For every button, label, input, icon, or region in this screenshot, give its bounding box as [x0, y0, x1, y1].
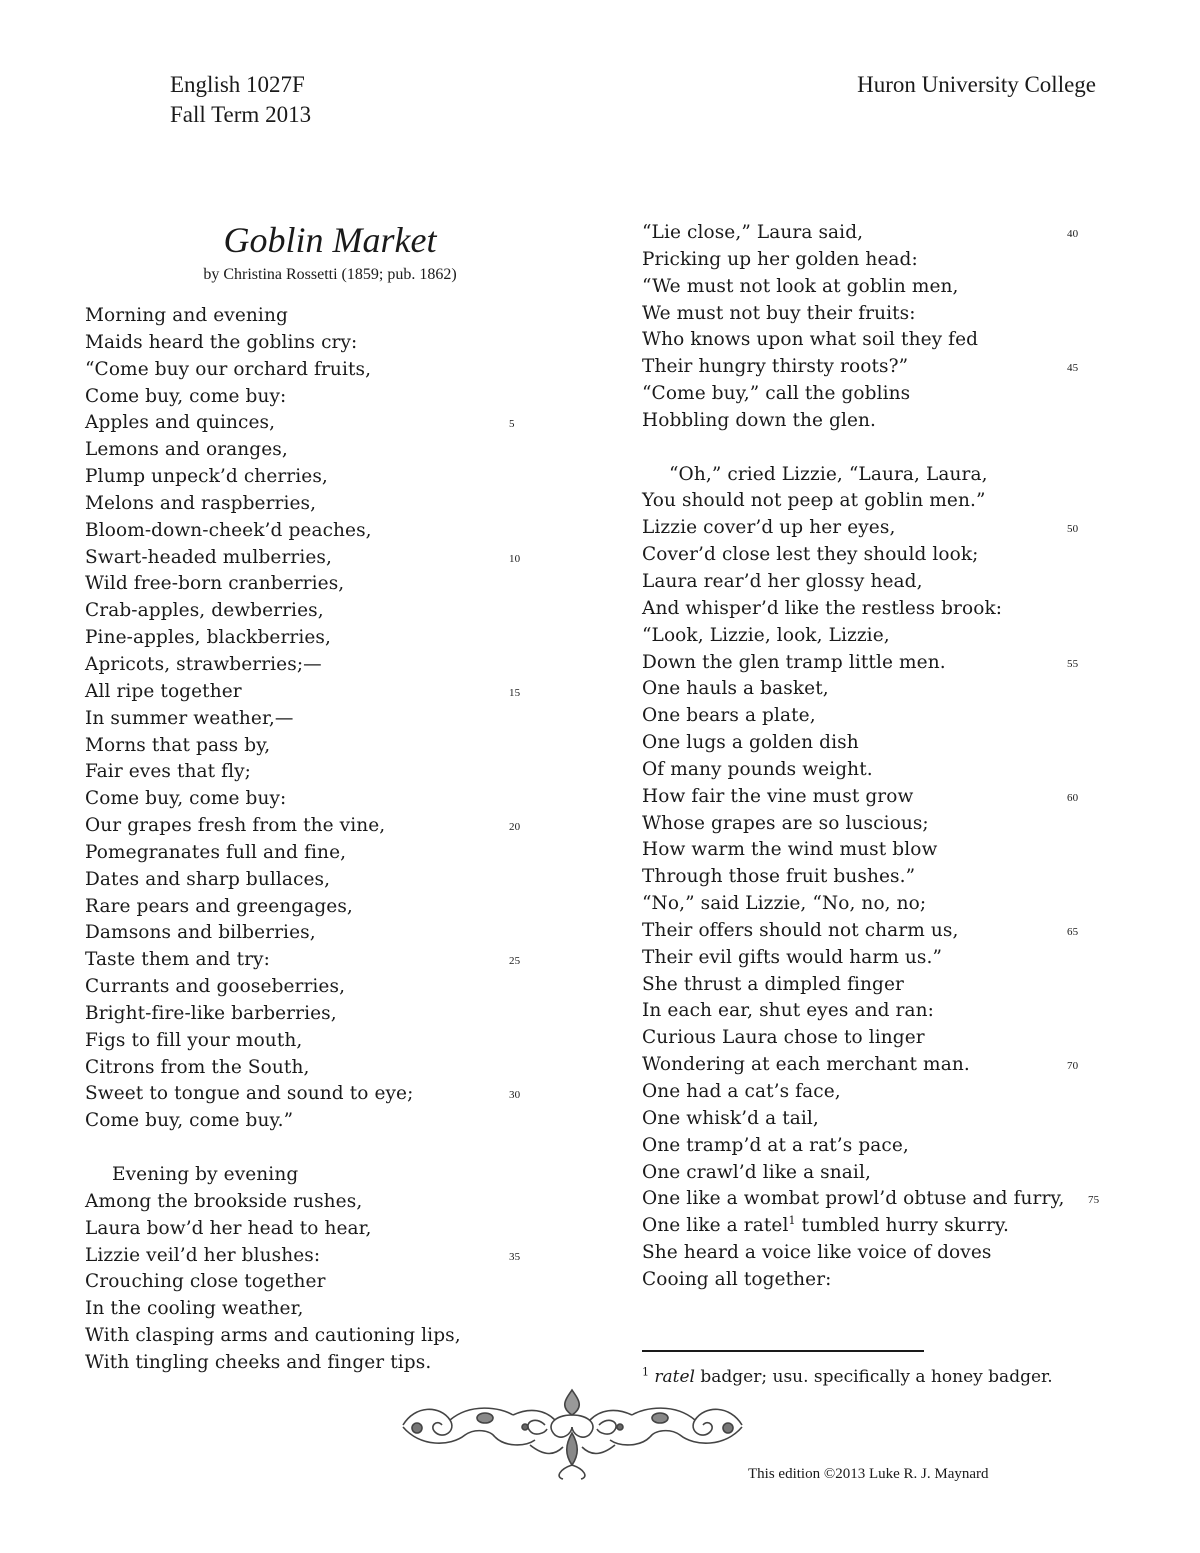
poem-line	[85, 1108, 545, 1135]
poem-line	[85, 894, 545, 921]
poem-line-text: Their evil gifts would harm us.”	[642, 946, 943, 968]
poem-line	[85, 303, 545, 330]
poem-line-text: And whisper’d like the restless brook:	[642, 597, 1003, 619]
poem-line-text: Bright-fire-like barberries,	[85, 1002, 337, 1024]
poem-line-text: Dates and sharp bullaces,	[85, 868, 331, 890]
line-number: 75	[1088, 1194, 1100, 1207]
poem-line	[642, 703, 1112, 730]
poem-line-text: Lizzie veil’d her blushes:	[85, 1244, 321, 1266]
poem-line-text: Down the glen tramp little men.	[642, 651, 946, 673]
poem-line	[85, 786, 545, 813]
poem-line	[85, 840, 545, 867]
poem-line-text: Figs to fill your mouth,	[85, 1029, 303, 1051]
poem-line	[85, 571, 545, 598]
poem-line-text: Laura bow’d her head to hear,	[85, 1217, 372, 1239]
poem-line	[85, 974, 545, 1001]
poem-line-text: Currants and gooseberries,	[85, 976, 346, 998]
poem-line	[85, 464, 545, 491]
line-number: 40	[1067, 228, 1079, 240]
poem-line	[85, 1296, 545, 1323]
poem-line-text: “Oh,” cried Lizzie, “Laura, Laura,	[669, 463, 988, 485]
poem-line	[85, 1216, 545, 1243]
poem-line	[85, 384, 545, 411]
poem-line	[642, 569, 1112, 596]
poem-line-text: Melons and raspberries,	[85, 492, 317, 514]
poem-line-text: Among the brookside rushes,	[85, 1190, 363, 1212]
poem-line-text: Their offers should not charm us,	[642, 919, 959, 941]
poem-line	[85, 679, 545, 706]
poem-line	[642, 515, 1112, 542]
line-number: 20	[509, 821, 521, 834]
poem-line	[85, 652, 545, 679]
poem-line	[642, 542, 1112, 569]
poem-line	[85, 1081, 545, 1108]
poem-line-text: One tramp’d at a rat’s pace,	[642, 1134, 909, 1156]
poem-line	[85, 733, 545, 760]
poem-line	[642, 220, 1112, 247]
poem-line-text: “We must not look at goblin men,	[642, 275, 959, 297]
course-term: Fall Term 2013	[170, 102, 312, 127]
poem-line	[85, 1243, 545, 1270]
poem-line	[85, 491, 545, 518]
line-number: 15	[509, 686, 521, 699]
poem-line	[642, 650, 1112, 677]
poem-line-text: One bears a plate,	[642, 705, 816, 727]
line-number: 45	[1067, 362, 1079, 375]
poem-line-text: Wondering at each merchant man.	[642, 1054, 970, 1076]
poem-line-text: How warm the wind must blow	[642, 839, 938, 861]
poem-line-text: Through those fruit bushes.”	[642, 866, 916, 888]
poem-line-text: Swart-headed mulberries,	[85, 546, 332, 568]
scroll-flourish-ornament-icon	[395, 1385, 750, 1480]
poem-line	[642, 462, 1112, 489]
poem-line-text: Evening by evening	[112, 1164, 299, 1185]
poem-line	[642, 1079, 1112, 1106]
poem-line	[642, 596, 1112, 623]
poem-line-text: She heard a voice like voice of doves	[642, 1242, 992, 1264]
poem-line-text: “No,” said Lizzie, “No, no, no;	[642, 893, 927, 915]
poem-line-text: Bloom-down-cheek’d peaches,	[85, 519, 372, 541]
poem-line-text: Our grapes fresh from the vine,	[85, 815, 386, 837]
poem-line-text: Maids heard the goblins cry:	[85, 331, 358, 353]
poem-line	[642, 730, 1112, 757]
poem-line	[642, 837, 1112, 864]
poem-line	[85, 545, 545, 572]
poem-line	[642, 1213, 1112, 1240]
poem-title: Goblin Market	[223, 220, 437, 260]
poem-line	[85, 330, 545, 357]
poem-line-text: Lemons and oranges,	[85, 439, 288, 461]
poem-line-text: One like a wombat prowl’d obtuse and furry,	[642, 1188, 1065, 1210]
poem-line-text: Pricking up her golden head:	[642, 248, 918, 270]
poem-line-text: Wild free-born cranberries,	[85, 573, 345, 595]
poem-line	[85, 759, 545, 786]
footnote-mark: 1	[642, 1365, 649, 1379]
poem-line	[642, 1052, 1112, 1079]
poem-line	[85, 437, 545, 464]
poem-line-text: Cooing all together:	[642, 1268, 832, 1290]
line-number: 55	[1067, 657, 1079, 670]
poem-line	[642, 274, 1112, 301]
poem-line-text: One crawl’d like a snail,	[642, 1161, 871, 1183]
poem-line	[642, 623, 1112, 650]
course-code: English 1027F	[170, 72, 305, 97]
poem-line-text: Fair eves that fly;	[85, 761, 252, 783]
poem-line-text: Of many pounds weight.	[642, 758, 873, 780]
poem-line	[642, 301, 1112, 328]
poem-line	[642, 435, 1112, 462]
poem-line	[85, 1135, 545, 1162]
poem-line-text: One lugs a golden dish	[642, 732, 859, 754]
poem-line	[85, 518, 545, 545]
course-header	[170, 70, 311, 130]
poem-line	[642, 891, 1112, 918]
poem-line-text: Cover’d close lest they should look;	[642, 544, 979, 566]
line-number: 60	[1067, 791, 1079, 804]
poem-line-text: Plump unpeck’d cherries,	[85, 466, 328, 488]
footnote-reference: 1	[788, 1214, 796, 1228]
poem-line-text: Taste them and try:	[85, 949, 270, 971]
poem-line-text: Come buy, come buy:	[85, 385, 287, 407]
poem-line	[85, 706, 545, 733]
poem-line	[642, 972, 1112, 999]
poem-line	[85, 947, 545, 974]
poem-line-text: Pomegranates full and fine,	[85, 841, 347, 863]
poem-line-text: Damsons and bilberries,	[85, 922, 316, 944]
poem-line	[85, 625, 545, 652]
poem-line	[642, 1267, 1112, 1294]
poem-line	[642, 1186, 1112, 1213]
poem-line	[642, 1025, 1112, 1052]
poem-line	[85, 920, 545, 947]
poem-line	[642, 676, 1112, 703]
poem-line-text: “Lie close,” Laura said,	[642, 222, 864, 243]
footnote-text: badger; usu. specifically a honey badger.	[695, 1367, 1053, 1387]
line-number: 5	[509, 418, 515, 431]
poem-line	[642, 1240, 1112, 1267]
poem-line	[85, 813, 545, 840]
line-number: 30	[509, 1089, 521, 1102]
poem-line-text: With tingling cheeks and finger tips.	[85, 1351, 432, 1373]
poem-line	[85, 1001, 545, 1028]
poem-line-text: With clasping arms and cautioning lips,	[85, 1325, 461, 1347]
poem-line-text: All ripe together	[85, 680, 242, 702]
poem-line	[642, 381, 1112, 408]
poem-line-text: Morning and evening	[85, 305, 288, 326]
poem-line-text: Whose grapes are so luscious;	[642, 812, 929, 834]
line-number: 70	[1067, 1060, 1079, 1073]
line-number: 65	[1067, 925, 1079, 938]
poem-line-text: Come buy, come buy:	[85, 788, 287, 810]
poem-line-text: One hauls a basket,	[642, 678, 829, 700]
poem-line	[642, 327, 1112, 354]
poem-line	[85, 1269, 545, 1296]
poem-line-text: Hobbling down the glen.	[642, 409, 877, 431]
poem-line	[85, 598, 545, 625]
line-number: 50	[1067, 523, 1079, 536]
poem-line	[642, 757, 1112, 784]
poem-line	[642, 945, 1112, 972]
poem-line-text: Their hungry thirsty roots?”	[642, 356, 909, 378]
poem-line-text: Laura rear’d her glossy head,	[642, 570, 923, 592]
poem-line-text: Who knows upon what soil they fed	[642, 329, 979, 351]
poem-line-text: One whisk’d a tail,	[642, 1107, 819, 1129]
poem-line-text: One like a ratel$^1$ tumbled hurry skurry.	[642, 1214, 1010, 1237]
poem-line-text: In each ear, shut eyes and ran:	[642, 1000, 934, 1022]
line-number: 35	[509, 1250, 521, 1263]
poem-line-text: Lizzie cover’d up her eyes,	[642, 517, 896, 539]
poem-line	[642, 1133, 1112, 1160]
poem-line	[642, 918, 1112, 945]
poem-line-text: You should not peep at goblin men.”	[642, 490, 986, 512]
poem-line	[85, 357, 545, 384]
footnote-term: ratel	[654, 1367, 695, 1387]
poem-line	[85, 1323, 545, 1350]
copyright-notice: This edition ©2013 Luke R. J. Maynard	[748, 1466, 989, 1482]
poem-line	[642, 488, 1112, 515]
poem-line	[85, 1055, 545, 1082]
poem-column-left	[85, 303, 545, 1377]
poem-line	[642, 864, 1112, 891]
poem-line-text: Come buy, come buy.”	[85, 1110, 294, 1132]
poem-line	[642, 1160, 1112, 1187]
poem-line-text: “Come buy our orchard fruits,	[85, 358, 372, 380]
poem-line	[85, 1189, 545, 1216]
poem-line	[85, 1162, 545, 1189]
footnote-divider	[642, 1350, 924, 1352]
poem-line	[642, 784, 1112, 811]
line-number: 10	[509, 552, 521, 565]
poem-line	[642, 1106, 1112, 1133]
poem-line-text: Crouching close together	[85, 1271, 326, 1293]
poem-line-text: Rare pears and greengages,	[85, 895, 353, 917]
poem-line-text: “Come buy,” call the goblins	[642, 383, 911, 405]
poem-line-text: Sweet to tongue and sound to eye;	[85, 1083, 414, 1105]
poem-line-text: “Look, Lizzie, look, Lizzie,	[642, 624, 890, 646]
poem-line	[642, 354, 1112, 381]
poem-line	[642, 811, 1112, 838]
poem-line-text: How fair the vine must grow	[642, 785, 914, 807]
poem-line-text: She thrust a dimpled finger	[642, 973, 904, 995]
poem-byline: by Christina Rossetti (1859; pub. 1862)	[203, 266, 457, 283]
poem-column-right	[642, 220, 1112, 1294]
poem-line	[642, 247, 1112, 274]
poem-line-text: Pine-apples, blackberries,	[85, 627, 331, 649]
poem-line	[85, 1350, 545, 1377]
poem-line-text: Morns that pass by,	[85, 734, 271, 756]
poem-line-text: One had a cat’s face,	[642, 1081, 841, 1102]
poem-line-text: In summer weather,—	[85, 707, 294, 729]
poem-line	[85, 410, 545, 437]
institution-name: Huron University College	[857, 72, 1096, 97]
poem-line-text: Citrons from the South,	[85, 1056, 310, 1078]
line-number: 25	[509, 955, 521, 968]
poem-line-text: Crab-apples, dewberries,	[85, 600, 324, 622]
poem-line	[85, 1028, 545, 1055]
poem-line	[642, 998, 1112, 1025]
poem-line	[85, 867, 545, 894]
poem-line-text: In the cooling weather,	[85, 1298, 304, 1320]
poem-line-text: Apricots, strawberries;—	[85, 653, 322, 675]
poem-line-text: We must not buy their fruits:	[642, 302, 916, 324]
poem-line	[642, 408, 1112, 435]
poem-line-text: Apples and quinces,	[85, 412, 276, 434]
poem-line-text: Curious Laura chose to linger	[642, 1027, 925, 1049]
